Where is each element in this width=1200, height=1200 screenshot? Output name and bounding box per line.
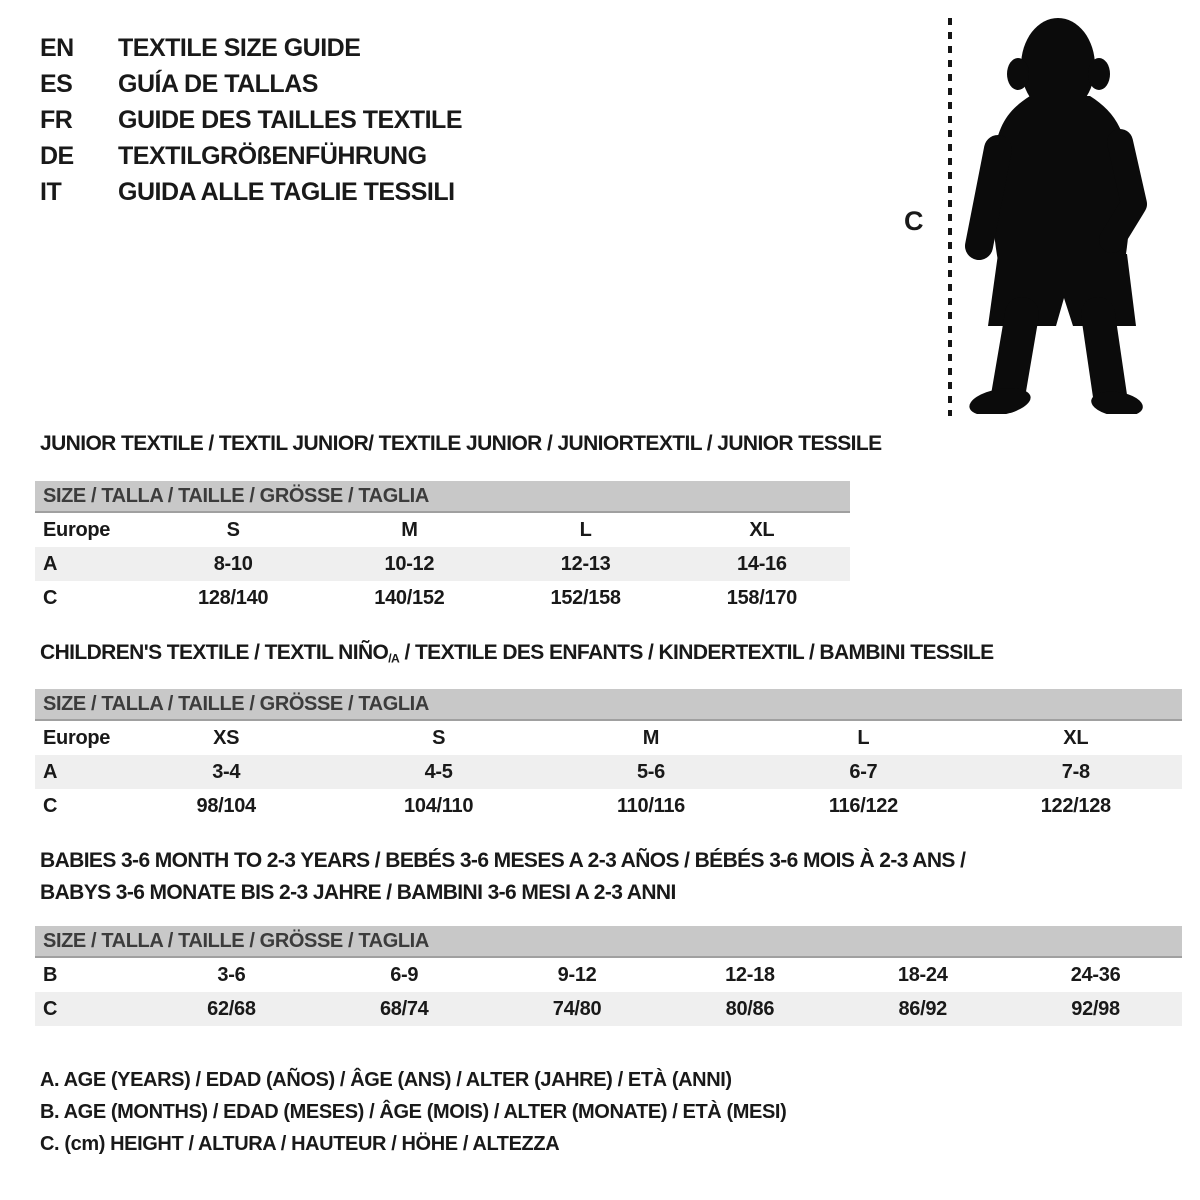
size-cell: XS bbox=[213, 726, 240, 749]
height-cell: 80/86 bbox=[725, 997, 775, 1020]
legend-footer bbox=[40, 1064, 786, 1160]
months-cell: 3-6 bbox=[217, 963, 246, 986]
lang-label-de: TEXTILGRÖßENFÜHRUNG bbox=[118, 141, 427, 170]
lang-row-fr bbox=[40, 102, 462, 138]
row-label: C bbox=[43, 586, 58, 609]
row-label: Europe bbox=[43, 518, 111, 541]
size-cell: XL bbox=[749, 518, 775, 541]
table-row-children-age bbox=[35, 755, 1182, 789]
months-cell: 24-36 bbox=[1070, 963, 1121, 986]
lang-row-it bbox=[40, 174, 462, 210]
section-title-babies bbox=[40, 845, 965, 909]
height-cell: 158/170 bbox=[726, 586, 797, 609]
lang-label-fr: GUIDE DES TAILLES TEXTILE bbox=[118, 105, 463, 134]
age-cell: 12-13 bbox=[560, 552, 611, 575]
legend-line-c: C. (cm) HEIGHT / ALTURA / HAUTEUR / HÖHE / ALTEZZA bbox=[40, 1133, 560, 1155]
age-cell: 5-6 bbox=[636, 760, 665, 783]
table-row-junior-height bbox=[35, 581, 850, 615]
size-cell: S bbox=[432, 726, 446, 749]
height-cell: 68/74 bbox=[379, 997, 429, 1020]
lang-row-de bbox=[40, 138, 462, 174]
section-title-children bbox=[40, 641, 994, 665]
height-cell: 128/140 bbox=[198, 586, 269, 609]
lang-label-en: TEXTILE SIZE GUIDE bbox=[118, 33, 361, 62]
size-cell: L bbox=[857, 726, 870, 749]
babies-size-header-bar: SIZE / TALLA / TAILLE / GRÖSSE / TAGLIA bbox=[35, 926, 1182, 958]
age-cell: 8-10 bbox=[213, 552, 253, 575]
size-cell: L bbox=[579, 518, 592, 541]
age-cell: 3-4 bbox=[212, 760, 241, 783]
height-cell: 116/122 bbox=[828, 794, 898, 817]
table-row-junior-europe bbox=[35, 513, 850, 547]
height-cell: 140/152 bbox=[374, 586, 445, 609]
row-label: A bbox=[43, 760, 58, 783]
lang-code-es: ES bbox=[40, 69, 73, 98]
lang-row-en bbox=[40, 30, 462, 66]
legend-line-b: B. AGE (MONTHS) / EDAD (MESES) / ÂGE (MOIS) / ALTER (MONATE) / ETÀ (MESI) bbox=[40, 1101, 787, 1123]
children-size-table bbox=[35, 689, 1182, 823]
table-row-junior-age bbox=[35, 547, 850, 581]
row-label: C bbox=[43, 997, 58, 1020]
months-cell: 18-24 bbox=[897, 963, 948, 986]
height-cell: 122/128 bbox=[1040, 794, 1111, 817]
age-cell: 6-7 bbox=[849, 760, 878, 783]
size-cell: M bbox=[642, 726, 660, 749]
children-title-pre: CHILDREN'S TEXTILE / TEXTIL NIÑO bbox=[40, 641, 389, 664]
babies-title-line2: BABYS 3-6 MONATE BIS 2-3 JAHRE / BAMBINI 3-6 MESI A 2-3 ANNI bbox=[40, 881, 676, 904]
babies-title-line1: BABIES 3-6 MONTH TO 2-3 YEARS / BEBÉS 3-6 MESES A 2-3 AÑOS / BÉBÉS 3-6 MOIS À 2-3 ANS / bbox=[40, 849, 966, 872]
children-title-post: / TEXTILE DES ENFANTS / KINDERTEXTIL / BAMBINI TESSILE bbox=[399, 641, 994, 664]
height-cell: 74/80 bbox=[552, 997, 602, 1020]
legend-line-a: A. AGE (YEARS) / EDAD (AÑOS) / ÂGE (ANS) / ALTER (JAHRE) / ETÀ (ANNI) bbox=[40, 1069, 732, 1091]
section-title-junior: JUNIOR TEXTILE / TEXTIL JUNIOR/ TEXTILE JUNIOR / JUNIORTEXTIL / JUNIOR TESSILE bbox=[40, 432, 882, 455]
lang-label-es: GUÍA DE TALLAS bbox=[118, 69, 318, 98]
height-cell: 104/110 bbox=[404, 794, 474, 817]
row-label: C bbox=[43, 794, 58, 817]
age-cell: 4-5 bbox=[424, 760, 453, 783]
lang-code-fr: FR bbox=[40, 105, 73, 134]
height-measure-label: C bbox=[904, 206, 924, 236]
table-row-children-europe bbox=[35, 721, 1182, 755]
row-label: Europe bbox=[43, 726, 111, 749]
months-cell: 6-9 bbox=[390, 963, 419, 986]
lang-row-es bbox=[40, 66, 462, 102]
lang-code-en: EN bbox=[40, 33, 74, 62]
size-cell: M bbox=[401, 518, 418, 541]
height-cell: 62/68 bbox=[207, 997, 256, 1020]
babies-size-table bbox=[35, 926, 1182, 1026]
children-title-sub: /A bbox=[388, 651, 400, 666]
table-row-children-height bbox=[35, 789, 1182, 823]
months-cell: 9-12 bbox=[557, 963, 597, 986]
toddler-silhouette-icon bbox=[960, 14, 1165, 414]
height-cell: 98/104 bbox=[196, 794, 256, 817]
lang-code-de: DE bbox=[40, 141, 74, 170]
table-row-babies-months bbox=[35, 958, 1182, 992]
age-cell: 10-12 bbox=[384, 552, 435, 575]
age-cell: 14-16 bbox=[737, 552, 787, 575]
junior-size-table bbox=[35, 481, 850, 615]
lang-code-it: IT bbox=[40, 177, 62, 206]
row-label: B bbox=[43, 963, 58, 986]
height-cell: 92/98 bbox=[1071, 997, 1120, 1020]
junior-size-header-bar: SIZE / TALLA / TAILLE / GRÖSSE / TAGLIA bbox=[35, 481, 850, 513]
language-title-list bbox=[40, 30, 462, 210]
table-row-babies-height bbox=[35, 992, 1182, 1026]
months-cell: 12-18 bbox=[725, 963, 775, 986]
size-cell: XL bbox=[1063, 726, 1089, 749]
height-cell: 86/92 bbox=[898, 997, 948, 1020]
row-label: A bbox=[43, 552, 58, 575]
height-cell: 110/116 bbox=[616, 794, 685, 817]
children-size-header-bar: SIZE / TALLA / TAILLE / GRÖSSE / TAGLIA bbox=[35, 689, 1182, 721]
age-cell: 7-8 bbox=[1061, 760, 1090, 783]
size-cell: S bbox=[226, 518, 240, 541]
height-cell: 152/158 bbox=[550, 586, 621, 609]
height-measure-dashed-line bbox=[948, 18, 952, 416]
lang-label-it: GUIDA ALLE TAGLIE TESSILI bbox=[118, 177, 455, 206]
